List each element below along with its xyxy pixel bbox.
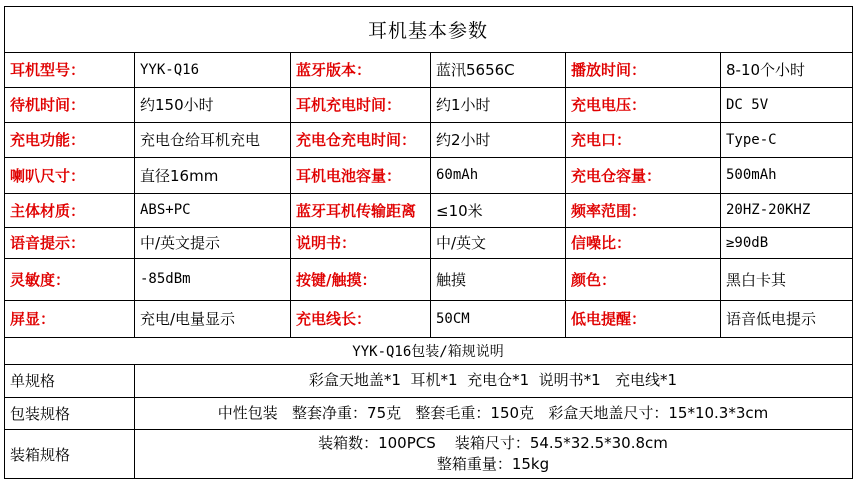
spec-value: 约2小时 (436, 131, 491, 149)
packaging-detail (134, 429, 852, 479)
packaging-detail (134, 364, 852, 397)
spec-value: DC 5V (726, 96, 769, 113)
spec-label: 颜色： (571, 270, 617, 289)
spec-value: YYK-Q16 (140, 61, 200, 78)
spec-value: ABS+PC (140, 202, 191, 218)
spec-value: 触摸 (436, 270, 467, 289)
grid-line (4, 258, 853, 259)
spec-value: 充电/电量显示 (140, 310, 236, 328)
grid-line (4, 157, 853, 158)
spec-label: 频率范围： (571, 201, 647, 220)
packaging-line: 中性包装 整套净重：75克 整套毛重：150克 彩盒天地盖尺寸：15*10.3*3cm (217, 403, 769, 422)
grid-line (4, 300, 853, 301)
spec-value: 黑白卡其 (726, 270, 787, 289)
grid-line (4, 337, 853, 338)
grid-line (4, 364, 853, 365)
grid-line (4, 227, 853, 228)
spec-value: 50CM (436, 310, 470, 327)
grid-line (4, 52, 5, 337)
spec-value: 20HZ-20KHZ (726, 202, 811, 218)
grid-line (4, 193, 853, 194)
spec-label: 蓝牙耳机传输距离 (296, 201, 417, 220)
spec-value: -85dBm (140, 271, 191, 287)
spec-label: 耳机型号： (10, 61, 86, 79)
spec-value: 中/英文提示 (140, 234, 221, 252)
grid-line (852, 6, 853, 52)
spec-value: 充电仓给耳机充电 (140, 131, 261, 149)
grid-line (134, 364, 135, 479)
packaging-line: 装箱数：100PCS 装箱尺寸：54.5*32.5*30.8cm (318, 434, 668, 452)
spec-label: 充电口： (571, 131, 632, 149)
grid-line (852, 337, 853, 479)
grid-line (720, 52, 721, 337)
spec-label: 待机时间： (10, 96, 86, 114)
grid-line (4, 6, 5, 52)
grid-line (4, 6, 853, 7)
packaging-detail (134, 397, 852, 429)
spec-label: 充电功能： (10, 131, 86, 149)
grid-line (134, 52, 135, 337)
packaging-line: 整箱重量：15kg (436, 455, 550, 473)
packaging-line: 彩盒天地盖*1 耳机*1 充电仓*1 说明书*1 充电线*1 (308, 371, 678, 389)
grid-line (4, 337, 5, 479)
spec-value: 500mAh (726, 167, 777, 183)
grid-line (4, 52, 853, 53)
grid-line (4, 397, 853, 398)
spec-value: ≤10米 (436, 201, 483, 220)
grid-line (4, 122, 853, 123)
spec-value: 约1小时 (436, 96, 491, 114)
spec-label: 按键/触摸： (296, 270, 377, 289)
packaging-label: 包装规格 (10, 404, 71, 423)
grid-line (852, 52, 853, 337)
spec-value: 语音低电提示 (726, 310, 817, 328)
spec-value: Type-C (726, 131, 777, 148)
spec-label: 说明书： (296, 234, 357, 252)
spec-label: 耳机电池容量： (296, 166, 402, 185)
spec-label: 灵敏度： (10, 270, 71, 289)
grid-line (4, 429, 853, 430)
spec-label: 蓝牙版本： (296, 61, 372, 79)
spec-value: ≥90dB (726, 234, 769, 251)
spec-value: 蓝汛5656C (436, 61, 515, 79)
spec-label: 低电提醒： (571, 310, 647, 328)
spec-value: 中/英文 (436, 234, 487, 252)
grid-line (430, 52, 431, 337)
packaging-label: 装箱规格 (10, 445, 71, 464)
packaging-label: 单规格 (10, 372, 56, 390)
spec-label: 耳机充电时间： (296, 96, 402, 114)
spec-label: 主体材质： (10, 201, 86, 220)
spec-label: 语音提示： (10, 234, 86, 252)
packaging-heading: YYK-Q16包装/箱规说明 (352, 343, 504, 360)
grid-line (290, 52, 291, 337)
spec-label: 喇叭尺寸： (10, 166, 86, 185)
spec-label: 充电电压： (571, 96, 647, 114)
spec-value: 直径16mm (140, 166, 219, 185)
spec-label: 充电仓充电时间： (296, 131, 417, 149)
spec-value: 约150小时 (140, 96, 214, 114)
spec-label: 信噪比： (571, 234, 632, 252)
spec-label: 充电仓容量： (571, 166, 662, 185)
page-title: 耳机基本参数 (367, 19, 488, 42)
spec-value: 8-10个小时 (726, 61, 806, 79)
grid-line (565, 52, 566, 337)
spec-label: 充电线长： (296, 310, 372, 328)
spec-label: 屏显： (10, 310, 56, 328)
spec-label: 播放时间： (571, 61, 647, 79)
grid-line (4, 87, 853, 88)
spec-value: 60mAh (436, 167, 479, 183)
